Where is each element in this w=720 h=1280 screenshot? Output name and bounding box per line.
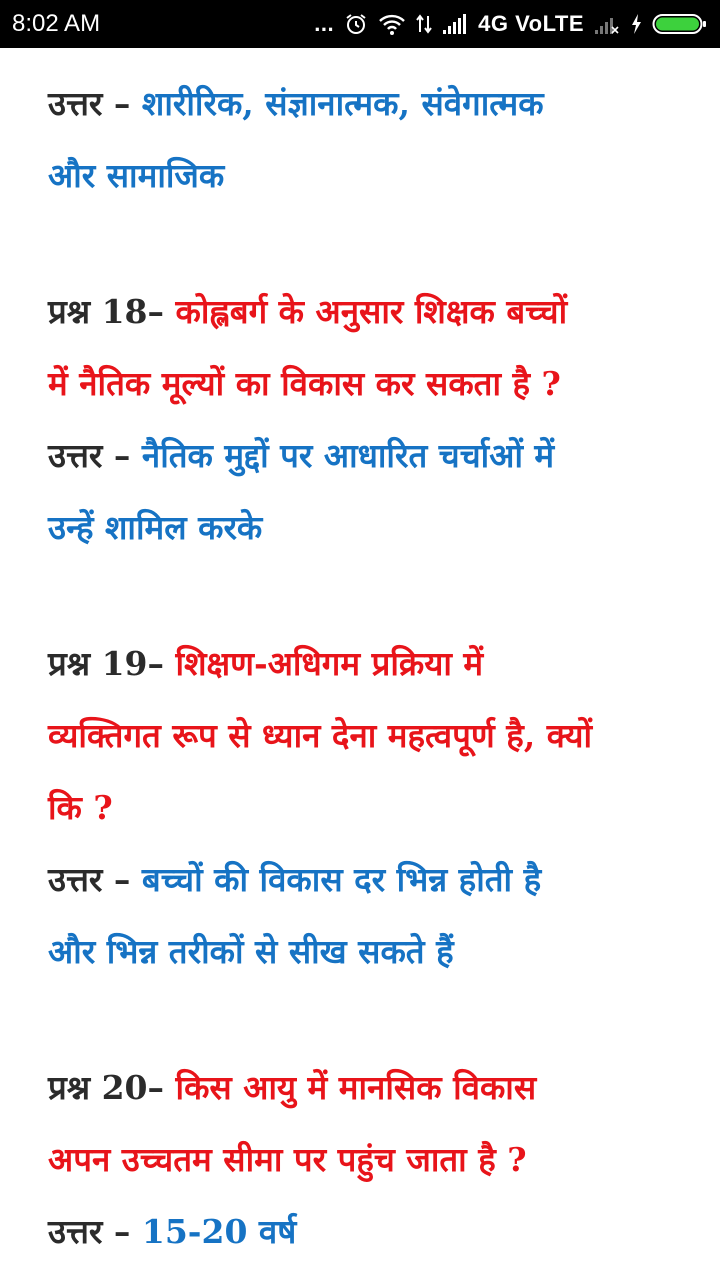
answer-text: उन्हें शामिल करके <box>48 508 263 547</box>
question-19-line-3 <box>48 786 113 830</box>
charging-icon <box>630 12 642 36</box>
status-time: 8:02 AM <box>12 10 101 37</box>
previous-question-fragment <box>48 30 255 48</box>
question-label: प्रश्न 20– <box>48 1068 176 1107</box>
answer-label: उत्तर – <box>48 860 142 899</box>
answer-text: नैतिक मुद्दों पर आधारित चर्चाओं में <box>141 436 555 475</box>
answer-17-line-1 <box>48 82 544 126</box>
question-20-line-1 <box>48 1066 536 1110</box>
network-type: 4G VoLTE <box>478 11 584 36</box>
answer-label: उत्तर – <box>48 436 142 475</box>
answer-text: और सामाजिक <box>48 156 225 195</box>
signal-icon <box>442 12 468 36</box>
answer-17-line-2 <box>48 154 224 198</box>
question-19-line-1 <box>48 642 483 686</box>
alarm-icon <box>344 12 368 36</box>
more-dots: ... <box>314 11 335 36</box>
question-text: कोह्लबर्ग के अनुसार शिक्षक बच्चों <box>175 292 568 331</box>
data-transfer-icon <box>416 12 432 36</box>
answer-18-line-1 <box>48 434 554 478</box>
question-text: व्यक्तिगत रूप से ध्यान देना महत्वपूर्ण है, क्यों <box>48 716 593 755</box>
question-text: अपन उच्चतम सीमा पर पहुंच जाता है ? <box>48 1140 527 1179</box>
question-20-line-2 <box>48 1138 527 1182</box>
answer-20-line-1 <box>48 1210 296 1254</box>
question-18-line-1 <box>48 290 567 334</box>
answer-19-line-1 <box>48 858 541 902</box>
wifi-icon <box>378 12 406 36</box>
question-18-line-2 <box>48 362 561 406</box>
answer-18-line-2 <box>48 506 262 550</box>
question-label: प्रश्न 18– <box>48 292 176 331</box>
no-signal-icon <box>594 12 620 36</box>
answer-text: बच्चों की विकास दर भिन्न होती है <box>141 860 542 899</box>
answer-label: उत्तर – <box>48 84 142 123</box>
battery-icon <box>652 12 708 36</box>
question-text: कि ? <box>48 788 113 827</box>
answer-label: उत्तर – <box>48 1212 142 1251</box>
answer-19-line-2 <box>48 930 454 974</box>
question-19-line-2 <box>48 714 592 758</box>
answer-text: और भिन्न तरीकों से सीख सकते हैं <box>48 932 454 971</box>
answer-text: 15-20 वर्ष <box>141 1212 297 1251</box>
question-text: में नैतिक मूल्यों का विकास कर सकता है ? <box>48 364 561 403</box>
question-label: प्रश्न 19– <box>48 644 176 683</box>
question-text: किस आयु में मानसिक विकास <box>175 1068 537 1107</box>
question-text: शिक्षण-अधिगम प्रक्रिया में <box>175 644 484 683</box>
status-icons <box>314 8 708 40</box>
answer-text: शारीरिक, संज्ञानात्मक, संवेगात्मक <box>141 84 544 123</box>
